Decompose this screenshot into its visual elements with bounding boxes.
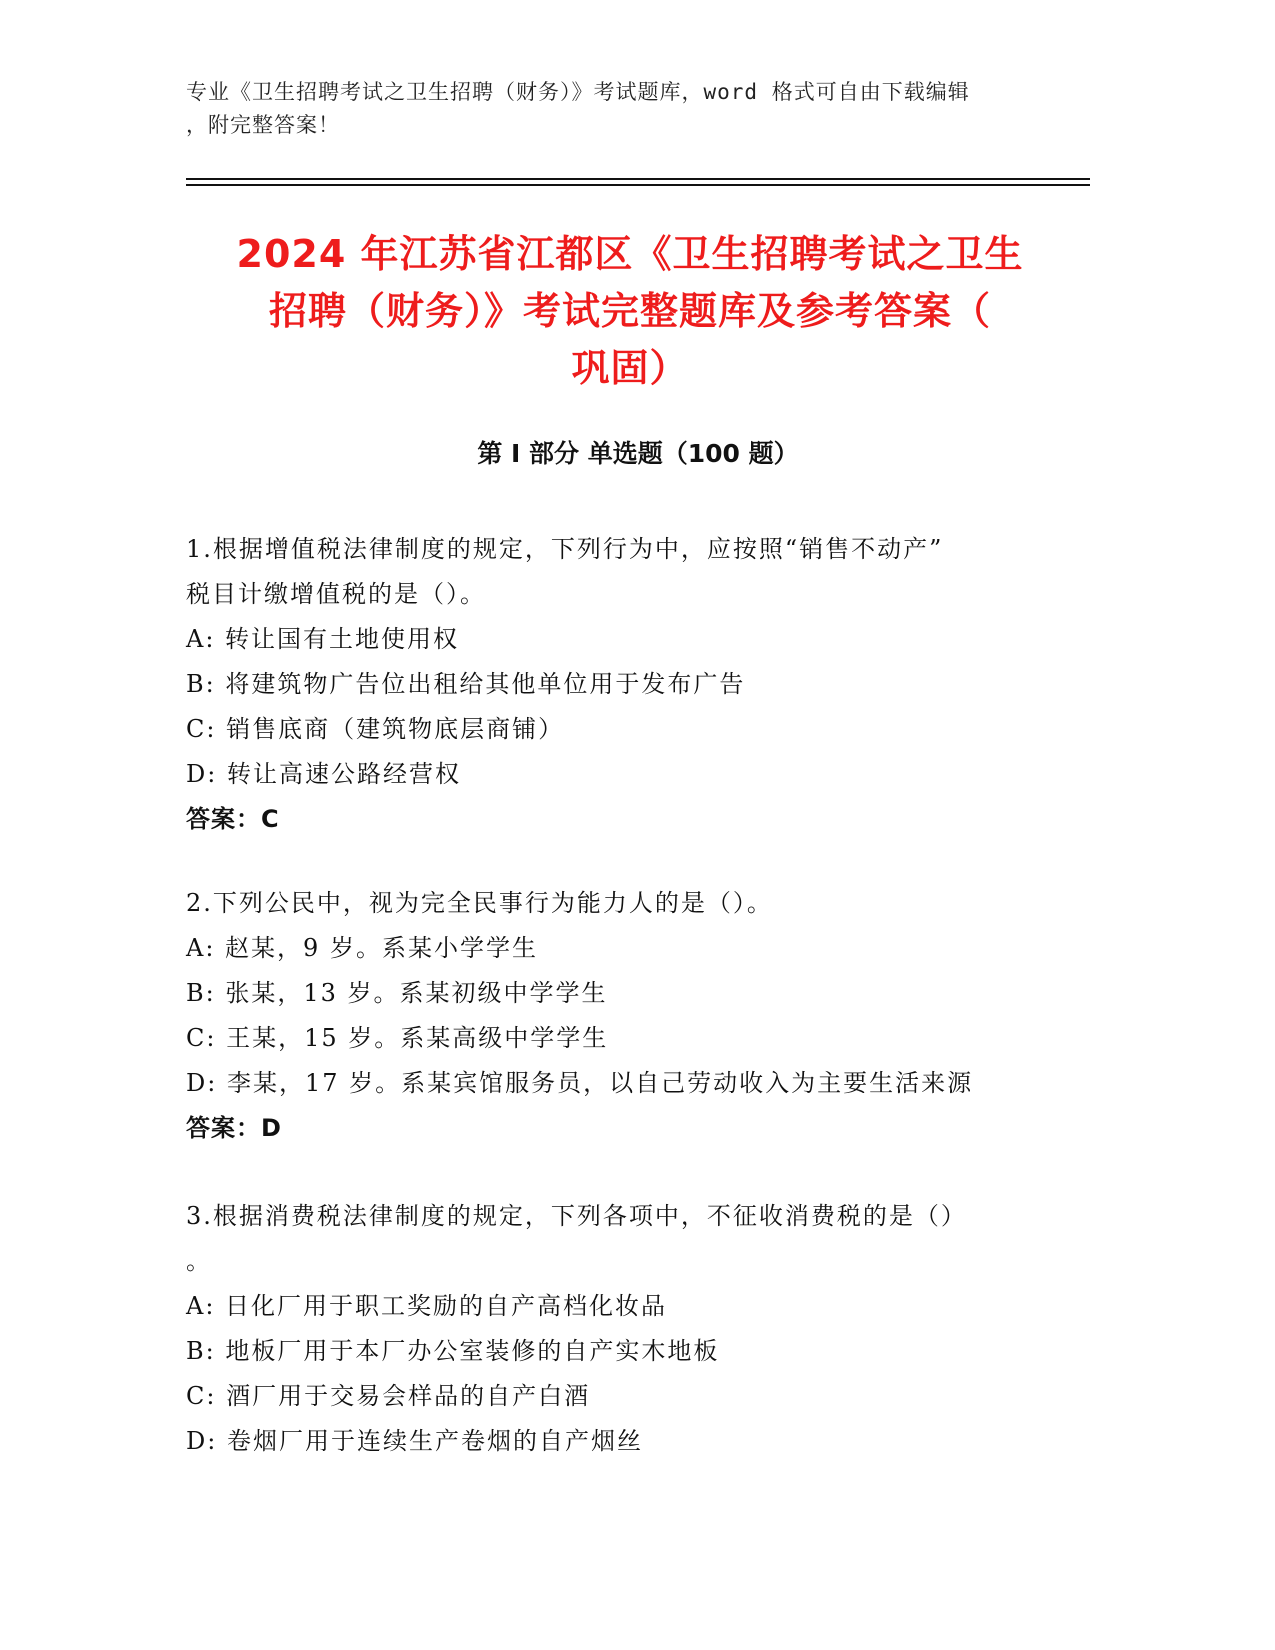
title-line: 巩固） <box>571 346 689 390</box>
question-2 <box>186 881 1066 1151</box>
header-note-line: ，附完整答案！ <box>186 113 340 137</box>
option-c: C: 王某，15 岁。系某高级中学学生 <box>186 1024 609 1052</box>
option-c: C: 酒厂用于交易会样品的自产白酒 <box>186 1382 591 1410</box>
question-1 <box>186 527 1066 842</box>
header-divider <box>186 184 1090 186</box>
answer-label: 答案：C <box>186 805 280 833</box>
option-c: C: 销售底商（建筑物底层商铺） <box>186 715 565 743</box>
answer-label: 答案：D <box>186 1114 282 1142</box>
question-3 <box>186 1194 1066 1464</box>
option-b: B: 地板厂用于本厂办公室装修的自产实木地板 <box>186 1337 720 1365</box>
option-b: B: 将建筑物广告位出租给其他单位用于发布广告 <box>186 670 746 698</box>
option-b: B: 张某，13 岁。系某初级中学学生 <box>186 979 608 1007</box>
option-d: D: 李某，17 岁。系某宾馆服务员，以自己劳动收入为主要生活来源 <box>186 1069 974 1097</box>
question-stem: 1.根据增值税法律制度的规定，下列行为中，应按照“销售不动产” <box>186 535 944 563</box>
option-a: A: 赵某，9 岁。系某小学学生 <box>186 934 538 962</box>
header-note <box>186 76 1066 142</box>
question-stem: 2.下列公民中，视为完全民事行为能力人的是（）。 <box>186 889 773 917</box>
header-divider <box>186 178 1090 180</box>
title-line: 2024 年江苏省江都区《卫生招聘考试之卫生 <box>236 232 1024 276</box>
option-a: A: 日化厂用于职工奖励的自产高档化妆品 <box>186 1292 668 1320</box>
title-line: 招聘（财务）》考试完整题库及参考答案（ <box>268 289 991 333</box>
option-d: D: 卷烟厂用于连续生产卷烟的自产烟丝 <box>186 1427 643 1455</box>
question-stem: 3.根据消费税法律制度的规定，下列各项中，不征收消费税的是（） <box>186 1202 967 1230</box>
header-note-line: 专业《卫生招聘考试之卫生招聘（财务）》考试题库，word 格式可自由下载编辑 <box>186 80 970 104</box>
document-title <box>170 226 1090 397</box>
question-stem: 税目计缴增值税的是（）。 <box>186 580 486 608</box>
question-stem: 。 <box>186 1247 212 1275</box>
option-d: D: 转让高速公路经营权 <box>186 760 461 788</box>
option-a: A: 转让国有土地使用权 <box>186 625 460 653</box>
section-title: 第 I 部分 单选题（100 题） <box>477 439 799 468</box>
